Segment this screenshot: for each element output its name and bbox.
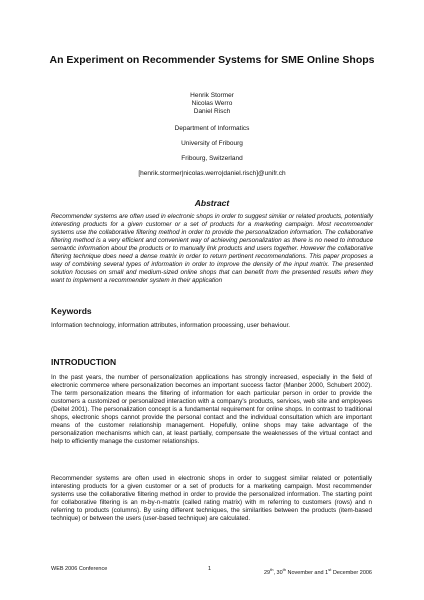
affiliation-block — [40, 125, 384, 185]
footer-date: 29th, 30th November and 1st December 2006 — [264, 567, 372, 576]
email-address: [henrik.stormer|nicolas.werro|daniel.risch]@unifr.ch — [138, 170, 286, 177]
university: University of Fribourg — [181, 140, 243, 147]
author-name: Daniel Risch — [193, 108, 231, 115]
introduction-paragraph: Recommender systems are often used in electronic shops in order to suggest similar related or potentially interesting products for a given customer or a set of products for a marketing campaign. Most recommender systems use the collaborative filtering method in order to provide the personalized information. The starting point for collaborative filtering is an m-by-n-matrix (called rating matrix) with m referring to customers (rows) and n referring to products (columns). By using different techniques, the similarities between the products (item-based technique) or between the users (user-based technique) are calculated. — [51, 475, 372, 522]
introduction-heading: INTRODUCTION — [51, 357, 117, 367]
keywords-text: Information technology, information attributes, information processing, user behaviour. — [51, 322, 290, 329]
footer-page-number: 1 — [208, 566, 212, 572]
author-name: Nicolas Werro — [191, 100, 233, 107]
keywords-heading: Keywords — [51, 306, 92, 316]
introduction-paragraph: In the past years, the number of personalization applications has strongly increased, especially in the field of electronic commerce where personalization becomes an important success factor (Manber 2000, Schubert 2002). The term personalization means the filtering of information for each particular person in order to provide the customers a customized or personalized interaction with a company's products, services, web site and employees (Deitel 2001). The personalization concept is a fundamental requirement for online shops. In contrast to traditional shops, electronic shops cannot provide the personal contact and the individual consultation which are important means of the customer relationship management. Hopefully, online shops may take advantage of the personalization mechanisms which can, at least partially, compensate the weaknesses of the virtual contact and help to efficiently manage the customer relationships. — [51, 374, 372, 445]
department: Department of Informatics — [174, 125, 250, 132]
footer-conference: WEB 2006 Conference — [51, 566, 108, 572]
paper-title: An Experiment on Recommender Systems for SME Online Shops — [49, 54, 375, 66]
location: Fribourg, Switzerland — [181, 155, 243, 162]
author-list — [40, 92, 384, 116]
abstract-heading: Abstract — [194, 198, 230, 208]
abstract-text: Recommender systems are often used in electronic shops in order to suggest similar or related products, potentially interesting products for a given customer or a set of products for a marketing campaign. Most recommender systems use the collaborative filtering method in order to provide the personalization information. The collaborative filtering method is a very efficient and convenient way of achieving personalization as there is no need to introduce semantic information about the products or to manually link products and users together. However the collaborative filtering technique does need a dense matrix in order to return pertinent recommendations. This paper proposes a way of combining several types of information in order to improve the density of the input matrix. The presented solution focuses on small and medium-sized online shops that can benefit from the presented results when they want to implement a recommender system in their application — [51, 213, 373, 284]
author-name: Henrik Stormer — [190, 92, 234, 99]
